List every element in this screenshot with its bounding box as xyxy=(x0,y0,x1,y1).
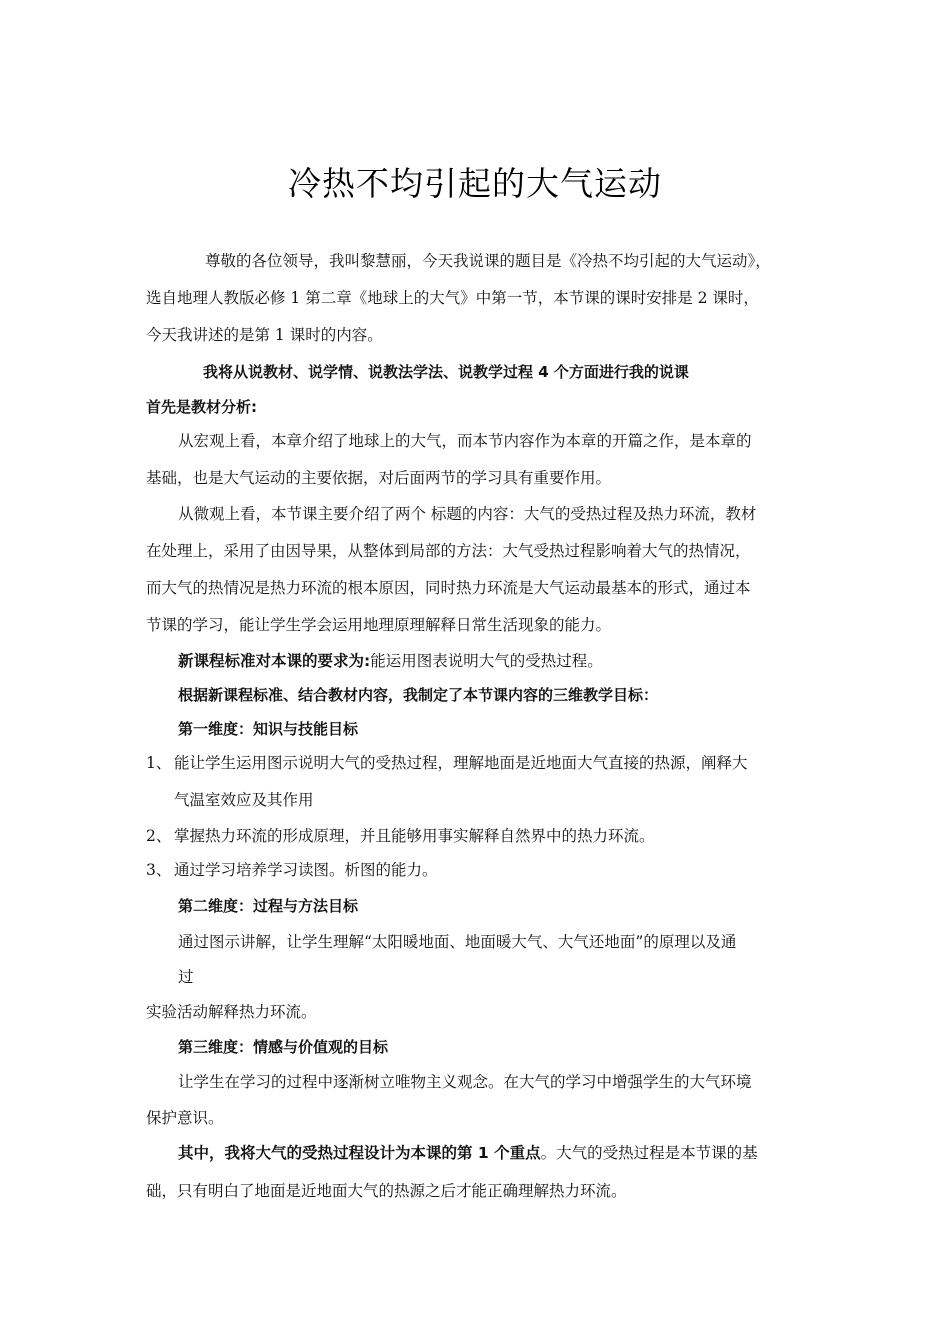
dim2-line-1: 通过图示讲解，让学生理解“太阳暖地面、地面暖大气、大气还地面”的原理以及通 xyxy=(178,933,737,951)
dim1-heading: 第一维度：知识与技能目标 xyxy=(178,720,359,738)
intro-line-2: 选自地理人教版必修 1 第二章《地球上的大气》中第一节，本节课的课时安排是 2 课时， xyxy=(146,289,759,307)
macro-line-2: 基础，也是大气运动的主要依据，对后面两节的学习具有重要作用。 xyxy=(146,469,612,487)
document-title: 冷热不均引起的大气运动 xyxy=(288,164,662,203)
micro-line-3: 而大气的热情况是热力环流的根本原因，同时热力环流是大气运动最基本的形式，通过本 xyxy=(146,579,751,597)
intro-line-1: 尊敬的各位领导，我叫黎慧丽，今天我说课的题目是《冷热不均引起的大气运动》， xyxy=(205,252,771,270)
dim1-item-3-line-1: 通过学习培养学习读图。析图的能力。 xyxy=(174,861,438,879)
dim2-line-2: 过 xyxy=(178,968,194,986)
dim1-item-2-num: 2、 xyxy=(146,827,172,845)
focus-rest: 。大气的受热过程是本节课的基 xyxy=(540,1144,758,1162)
dim3-heading: 第三维度：情感与价值观的目标 xyxy=(178,1038,389,1056)
dim1-item-1-line-2: 气温室效应及其作用 xyxy=(174,791,314,809)
focus-line-1 xyxy=(178,1142,758,1164)
standard-text: 能运用图表说明大气的受热过程。 xyxy=(370,652,603,670)
dim1-item-3-num: 3、 xyxy=(146,861,172,879)
overview-line: 我将从说教材、说学情、说教法学法、说教学过程 4 个方面进行我的说课 xyxy=(203,363,689,381)
dim2-heading: 第二维度：过程与方法目标 xyxy=(178,897,359,915)
goals-intro: 根据新课程标准、结合教材内容，我制定了本节课内容的三维教学目标： xyxy=(178,686,659,704)
dim3-line-2: 保护意识。 xyxy=(146,1109,224,1127)
dim3-line-1: 让学生在学习的过程中逐渐树立唯物主义观念。在大气的学习中增强学生的大气环境 xyxy=(178,1073,752,1091)
standard-line xyxy=(178,650,603,672)
dim1-item-2-line-1: 掌握热力环流的形成原理，并且能够用事实解释自然界中的热力环流。 xyxy=(174,827,655,845)
dim1-item-1-num: 1、 xyxy=(146,754,172,772)
micro-line-4: 节课的学习，能让学生学会运用地理原理解释日常生活现象的能力。 xyxy=(146,616,612,634)
section1-heading: 首先是教材分析: xyxy=(146,398,257,416)
standard-label: 新课程标准对本课的要求为: xyxy=(178,652,371,670)
macro-line-1: 从宏观上看，本章介绍了地球上的大气，而本节内容作为本章的开篇之作，是本章的 xyxy=(178,432,752,450)
micro-line-2: 在处理上，采用了由因导果，从整体到局部的方法：大气受热过程影响着大气的热情况， xyxy=(146,542,751,560)
micro-line-1: 从微观上看，本节课主要介绍了两个 标题的内容：大气的受热过程及热力环流，教材 xyxy=(178,505,757,523)
intro-line-3: 今天我讲述的是第 1 课时的内容。 xyxy=(146,326,383,344)
dim2-line-3: 实验活动解释热力环流。 xyxy=(146,1003,317,1021)
dim1-item-1-line-1: 能让学生运用图示说明大气的受热过程，理解地面是近地面大气直接的热源，阐释大 xyxy=(174,754,748,772)
focus-bold: 其中，我将大气的受热过程设计为本课的第 1 个重点 xyxy=(178,1144,541,1162)
focus-line-2: 础，只有明白了地面是近地面大气的热源之后才能正确理解热力环流。 xyxy=(146,1182,627,1200)
